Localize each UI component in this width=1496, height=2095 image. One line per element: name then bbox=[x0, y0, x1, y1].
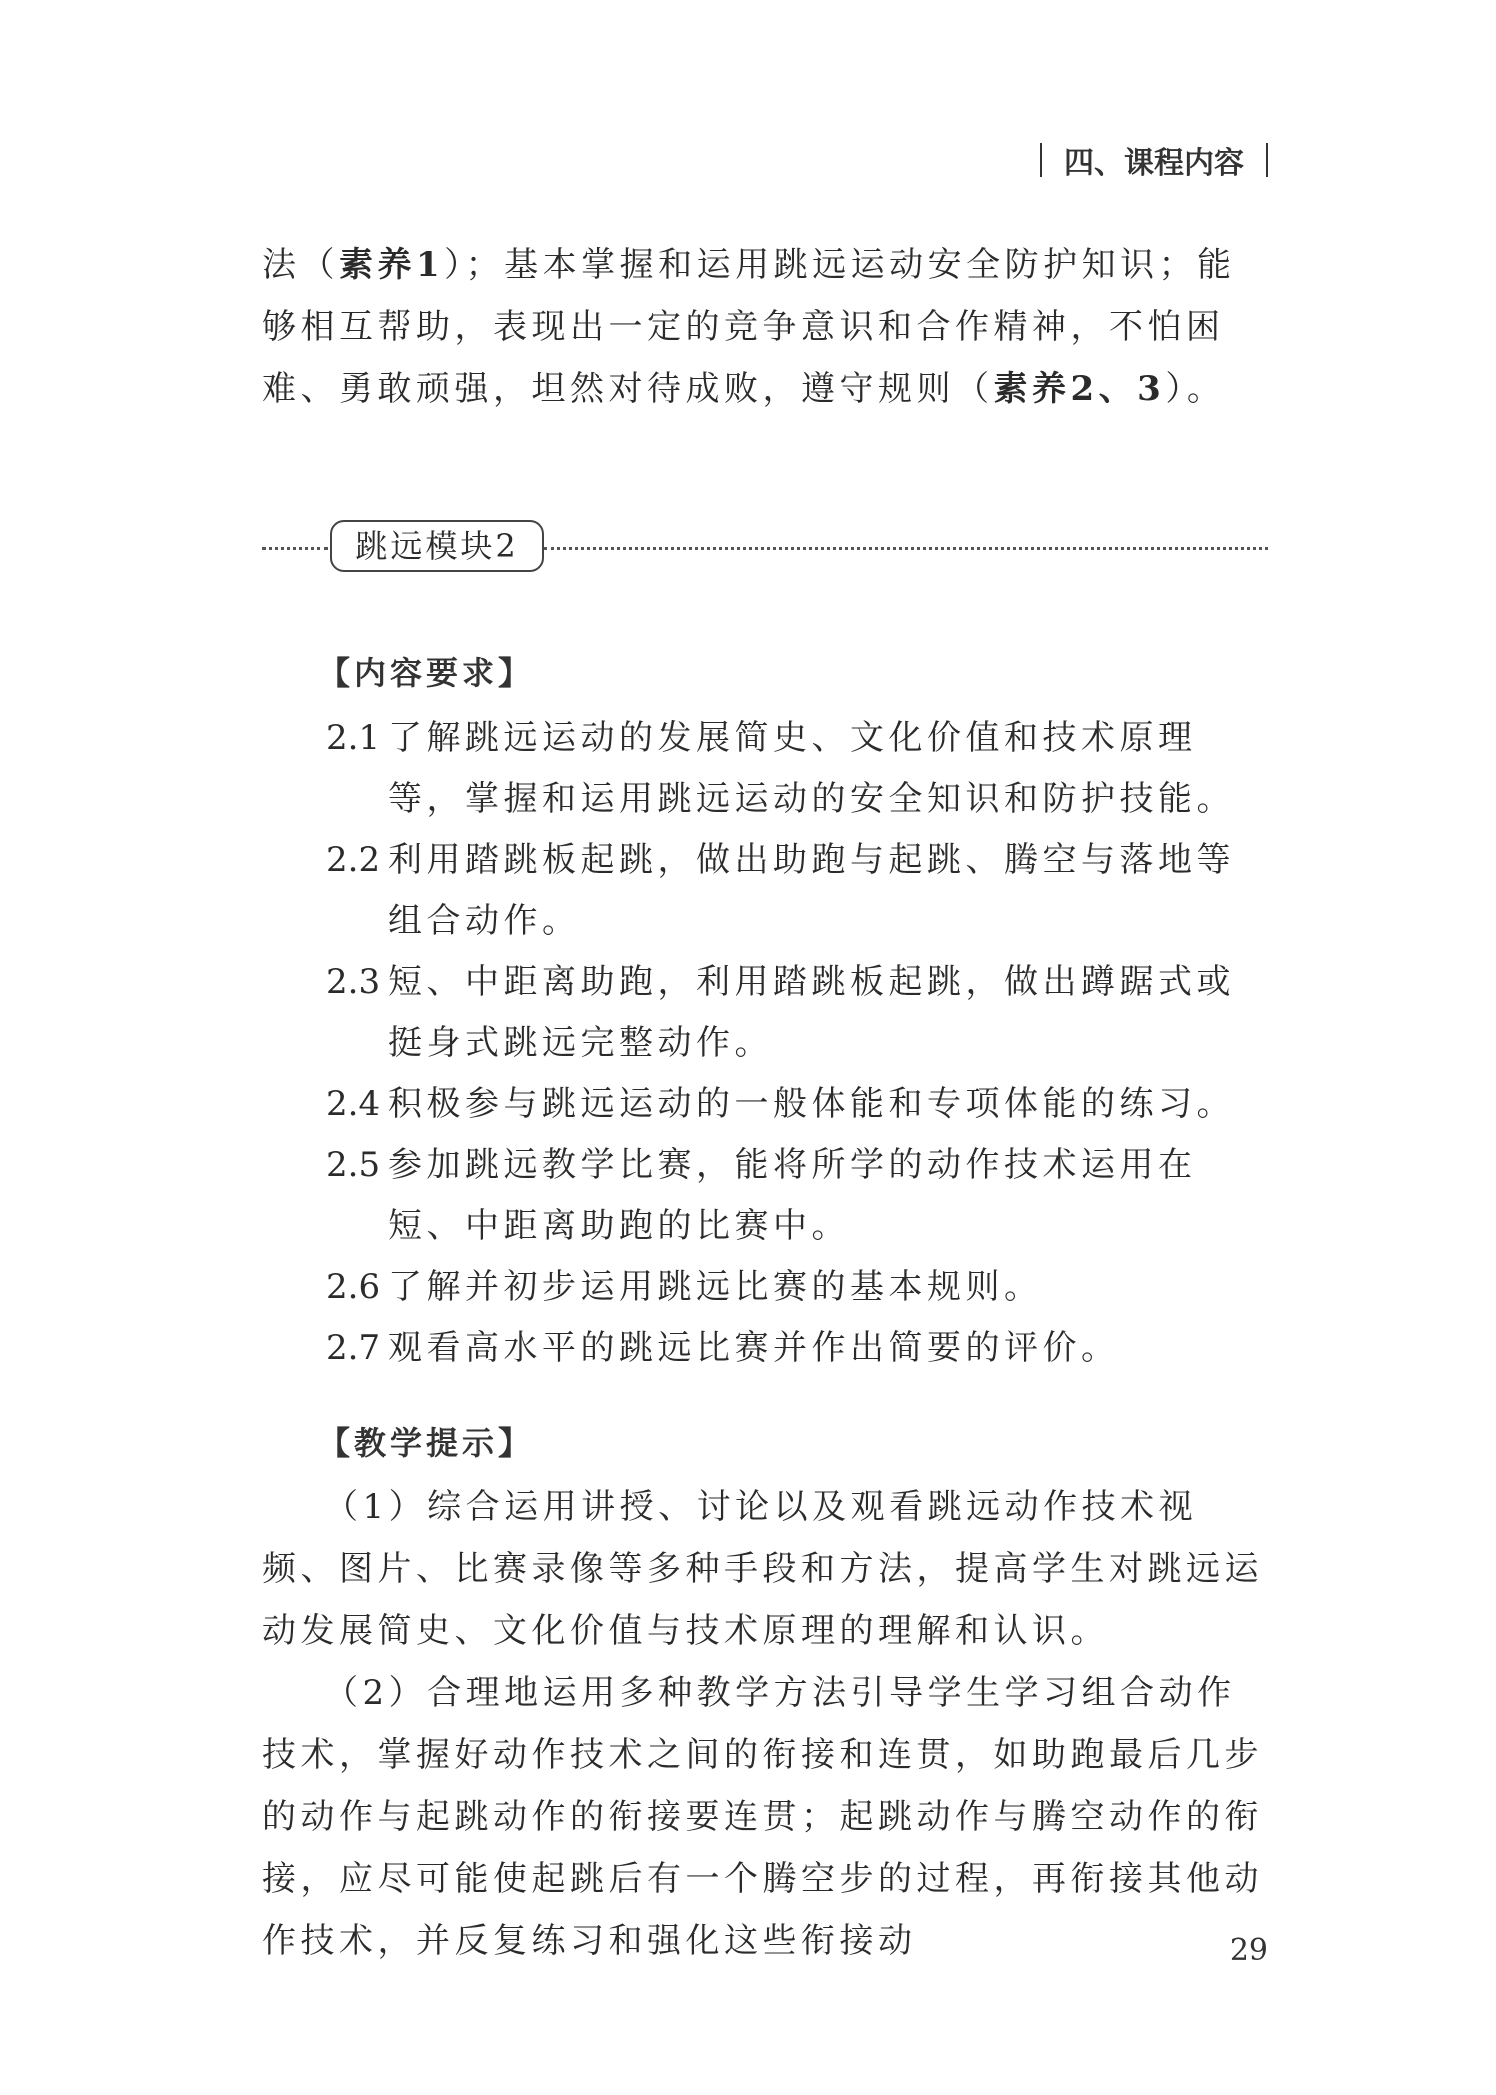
item-text: 积极参与跳远运动的一般体能和专项体能的练习。 bbox=[388, 1084, 1235, 1124]
tip-paragraph: （1）综合运用讲授、讨论以及观看跳远动作技术视频、图片、比赛录像等多种手段和方法，提高学生对跳远运动发展简史、文化价值与技术原理的理解和认识。 bbox=[262, 1487, 1263, 1651]
item-text: 观看高水平的跳远比赛并作出简要的评价。 bbox=[388, 1328, 1120, 1368]
intro-text-2: ）；基本掌握和运用跳远运动安全防护知识；能够相互帮助，表现出一定的竞争意识和合作精神，不怕困难、勇敢顽强，坦然对待成败，遵守规则（ bbox=[262, 245, 1236, 409]
content-requirements-heading: 【内容要求】 bbox=[318, 654, 535, 692]
item-number: 2.6 bbox=[326, 1267, 381, 1307]
literacy-ref-1: 素养1 bbox=[339, 245, 445, 285]
list-item bbox=[326, 830, 1266, 952]
item-text: 了解跳远运动的发展简史、文化价值和技术原理等，掌握和运用跳远运动的安全知识和防护技能。 bbox=[388, 718, 1235, 819]
teaching-tips bbox=[262, 1476, 1268, 1972]
teaching-tips-heading: 【教学提示】 bbox=[318, 1424, 535, 1462]
list-item bbox=[326, 1074, 1266, 1135]
module-divider bbox=[262, 520, 1268, 572]
item-number: 2.5 bbox=[326, 1145, 381, 1185]
item-number: 2.7 bbox=[326, 1328, 381, 1368]
intro-text-3: ）。 bbox=[1165, 369, 1226, 409]
item-text: 短、中距离助跑，利用踏跳板起跳，做出蹲踞式或挺身式跳远完整动作。 bbox=[388, 962, 1235, 1063]
list-item bbox=[326, 1257, 1266, 1318]
running-header bbox=[1040, 138, 1268, 182]
page-number: 29 bbox=[1229, 1933, 1268, 1968]
dotted-rule-right bbox=[544, 547, 1268, 550]
header-left-rule bbox=[1040, 143, 1042, 177]
item-number: 2.1 bbox=[326, 718, 381, 758]
list-item bbox=[326, 952, 1266, 1074]
section-title: 四、课程内容 bbox=[1064, 146, 1244, 181]
tip-paragraph: （2）合理地运用多种教学方法引导学生学习组合动作技术，掌握好动作技术之间的衔接和连贯，如助跑最后几步的动作与起跳动作的衔接要连贯；起跳动作与腾空动作的衔接，应尽可能使起跳后有一个腾空步的过程，再衔接其他动作技术，并反复练习和强化这些衔接动 bbox=[262, 1673, 1263, 1961]
item-number: 2.3 bbox=[326, 962, 381, 1002]
item-text: 参加跳远教学比赛，能将所学的动作技术运用在短、中距离助跑的比赛中。 bbox=[388, 1145, 1197, 1246]
module-title: 跳远模块2 bbox=[330, 520, 544, 572]
intro-paragraph bbox=[262, 234, 1268, 420]
item-number: 2.2 bbox=[326, 840, 381, 880]
header-right-rule bbox=[1266, 143, 1268, 177]
item-text: 利用踏跳板起跳，做出助跑与起跳、腾空与落地等组合动作。 bbox=[388, 840, 1235, 941]
requirements-list bbox=[326, 708, 1266, 1379]
intro-text-1: 法（ bbox=[262, 245, 339, 285]
list-item bbox=[326, 708, 1266, 830]
dotted-rule-left bbox=[262, 547, 328, 550]
list-item bbox=[326, 1135, 1266, 1257]
literacy-ref-2: 素养2、3 bbox=[993, 369, 1166, 409]
list-item bbox=[326, 1318, 1266, 1379]
item-text: 了解并初步运用跳远比赛的基本规则。 bbox=[388, 1267, 1043, 1307]
item-number: 2.4 bbox=[326, 1084, 381, 1124]
